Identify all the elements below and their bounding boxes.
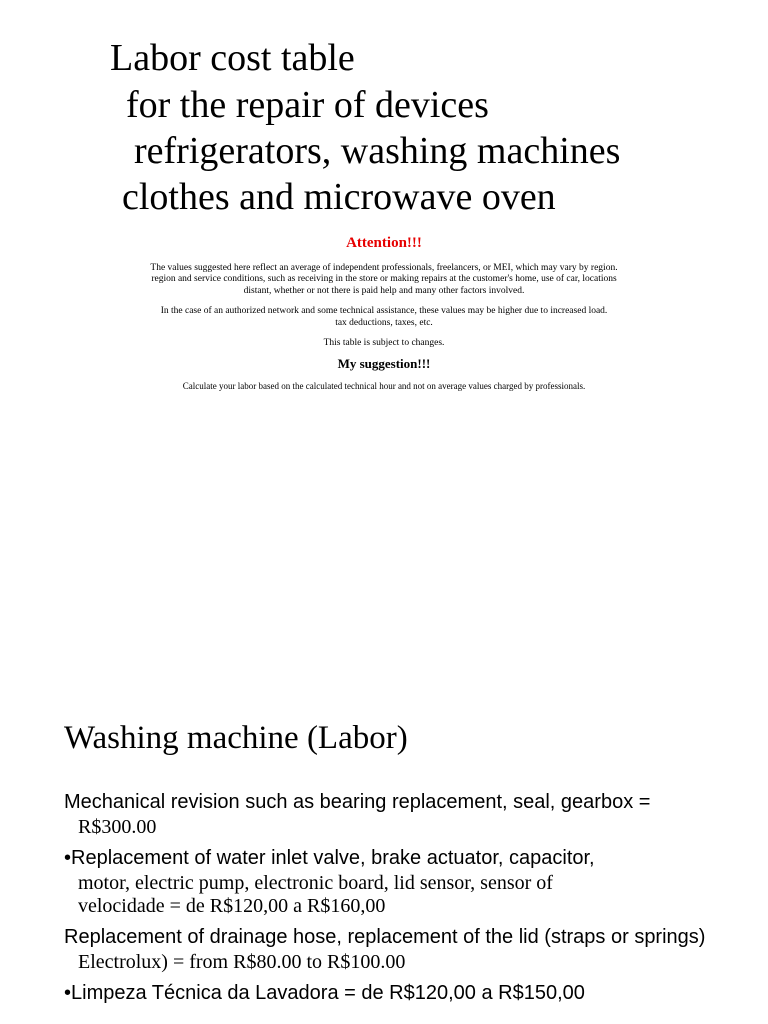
title-line-1: Labor cost table — [110, 37, 355, 79]
notice-paragraph-1-line-3: distant, whether or not there is paid help and many other factors involved. — [243, 286, 525, 296]
notice-paragraph-3: This table is subject to changes. — [323, 338, 445, 348]
suggestion-heading: My suggestion!!! — [337, 356, 431, 371]
list-item-3-line-1: Replacement of drainage hose, replacement of the lid (straps or springs) — [64, 926, 706, 948]
list-item-4-line-1: •Limpeza Técnica da Lavadora = de R$120,00 a R$150,00 — [64, 982, 585, 1004]
title-line-3: refrigerators, washing machines — [134, 130, 621, 172]
notice-paragraph-1-line-1: The values suggested here reflect an average of independent professionals, freelancers, or MEI, which may vary by region. — [150, 263, 618, 273]
list-item-1-line-1: Mechanical revision such as bearing replacement, seal, gearbox = — [64, 791, 651, 813]
title-line-2: for the repair of devices — [126, 84, 489, 126]
notice-paragraph-2-line-2: tax deductions, taxes, etc. — [335, 318, 433, 328]
section-title: Washing machine (Labor) — [64, 720, 408, 756]
list-item-1-line-2: R$300.00 — [78, 816, 157, 838]
attention-heading: Attention!!! — [346, 235, 422, 251]
suggestion-text: Calculate your labor based on the calculated technical hour and not on average values charged by professionals. — [182, 381, 586, 391]
notice-paragraph-2-line-1: In the case of an authorized network and some technical assistance, these values may be higher due to increased load. — [160, 306, 608, 316]
list-item-3-line-2: Electrolux) = from R$80.00 to R$100.00 — [78, 951, 406, 973]
list-item-2-line-1: •Replacement of water inlet valve, brake actuator, capacitor, — [64, 847, 595, 869]
title-line-4: clothes and microwave oven — [122, 176, 556, 218]
list-item-2-line-3: velocidade = de R$120,00 a R$160,00 — [78, 895, 386, 917]
notice-paragraph-1-line-2: region and service conditions, such as receiving in the store or making repairs at the customer's home, use of car, locations — [151, 274, 617, 284]
list-item-2-line-2: motor, electric pump, electronic board, lid sensor, sensor of — [78, 872, 553, 894]
